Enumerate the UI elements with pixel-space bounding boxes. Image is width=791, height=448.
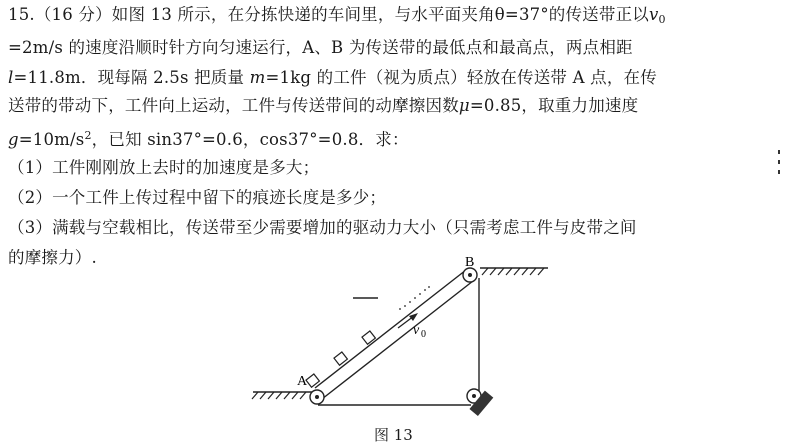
- workpiece: [306, 374, 319, 387]
- question-3-text: （3）满载与空载相比，传送带至少需要增加的驱动力大小（只需考虑工件与皮带之间: [8, 218, 637, 237]
- problem-text-2: =2m/s 的速度沿顺时针方向匀速运行，A、B 为传送带的最低点和最高点，两点相距: [8, 38, 633, 57]
- label-v-sub: 0: [421, 329, 426, 340]
- problem-text-4a: 送带的带动下，工件向上运动，工件与传送带间的动摩擦因数: [8, 96, 459, 115]
- roller-b-axle: [468, 273, 472, 277]
- belt-lower-incline: [322, 281, 473, 399]
- problem-text-5a: =10m/s: [18, 130, 85, 149]
- label-b: B: [465, 255, 475, 270]
- question-2-text: （2）一个工件上传过程中留下的痕迹长度是多少；: [8, 188, 387, 207]
- roller-bottom-axle: [472, 394, 476, 398]
- gravity-symbol: g: [8, 130, 19, 149]
- mass-symbol: m: [249, 68, 266, 87]
- right-platform-hatch: [482, 268, 544, 275]
- problem-text-3a: =11.8m．现每隔 2.5s 把质量: [13, 68, 250, 87]
- question-3-cont-text: 的摩擦力）.: [8, 248, 97, 267]
- belt-upper: [315, 270, 466, 388]
- figure-caption: 图 13: [374, 426, 413, 444]
- belt-dots: [399, 286, 430, 310]
- v0-symbol: v: [649, 5, 659, 24]
- problem-text-4b: =0.85，取重力加速度: [469, 96, 639, 115]
- roller-a-axle: [315, 395, 319, 399]
- problem-text-1: 如图 13 所示，在分拣快递的车间里，与水平面夹角θ=37°的传送带正以: [111, 5, 649, 24]
- length-symbol: l: [8, 68, 14, 87]
- question-1-text: （1）工件刚刚放上去时的加速度是多大；: [8, 158, 320, 177]
- workpiece: [334, 352, 347, 365]
- v0-subscript: 0: [658, 13, 666, 26]
- problem-text-3b: =1kg 的工件（视为质点）轻放在传送带 A 点，在传: [265, 68, 657, 87]
- mu-symbol: μ: [458, 96, 470, 115]
- problem-points: （16 分）: [34, 5, 112, 24]
- superscript-2: 2: [84, 129, 92, 142]
- label-v: v: [413, 323, 420, 338]
- problem-number: 15.: [8, 5, 35, 24]
- problem-text-5b: ，已知 sin37°=0.6，cos37°=0.8．求：: [91, 130, 409, 149]
- left-ground-hatch: [252, 392, 306, 399]
- label-a: A: [297, 374, 308, 389]
